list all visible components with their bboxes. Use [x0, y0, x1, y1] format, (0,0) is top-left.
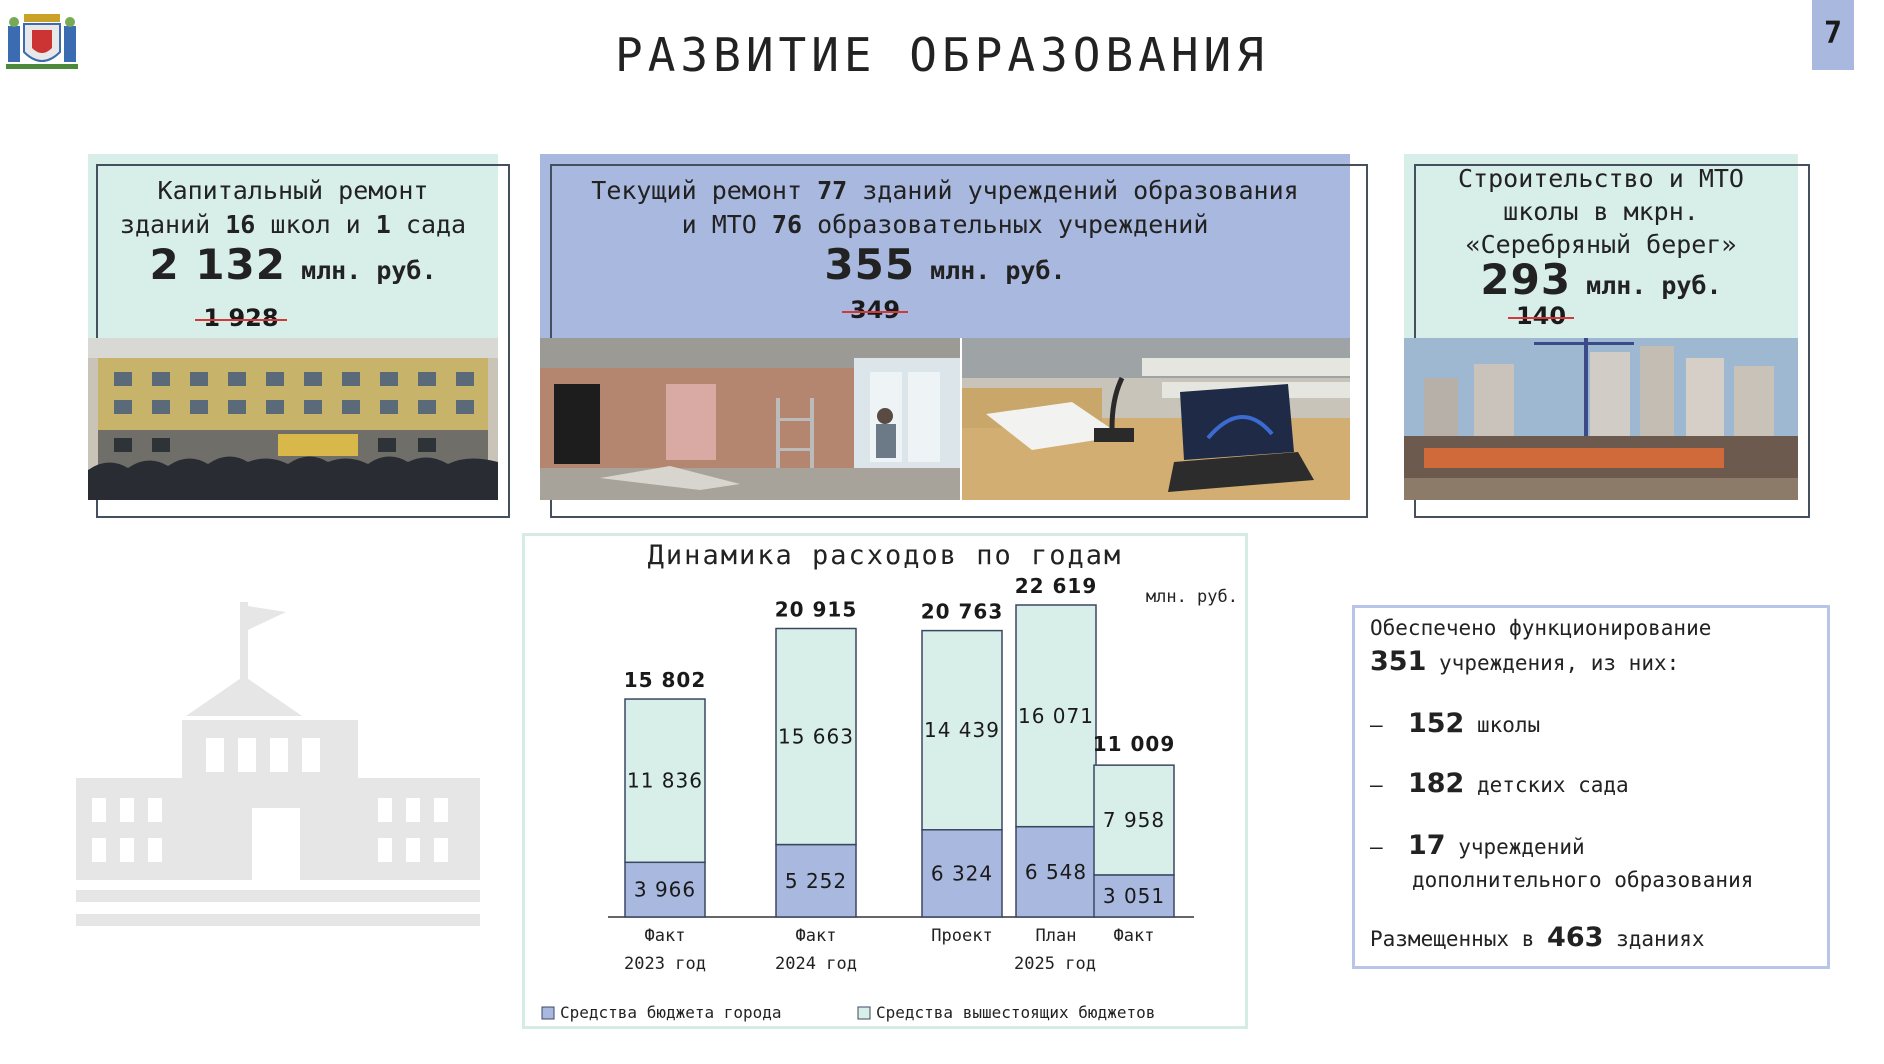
- chart-title: Динамика расходов по годам: [647, 540, 1123, 571]
- page-number: 7: [1812, 0, 1854, 70]
- data-label-higher: 7 958: [1102, 808, 1166, 833]
- data-label-total: 20 915: [774, 597, 858, 622]
- x-group-label: 2023 год: [624, 954, 706, 974]
- school-building-photo: [88, 338, 498, 500]
- legend-label-city: Средства бюджета города: [560, 1003, 782, 1022]
- card-line: школы в мкрн.: [1503, 197, 1699, 226]
- data-label-total: 22 619: [1014, 574, 1098, 598]
- info-line: дополнительного образования: [1412, 868, 1754, 892]
- data-label-city: 6 324: [930, 861, 994, 886]
- data-label-higher: 16 071: [1018, 703, 1094, 728]
- data-label-total: 11 009: [1092, 732, 1176, 757]
- data-label-total: 20 763: [920, 599, 1004, 624]
- card-unit: млн. руб.: [301, 256, 437, 285]
- x-tick-label: Факт: [1113, 926, 1155, 946]
- data-label-total: 15 802: [623, 668, 707, 693]
- classroom-laptop-photo: [962, 338, 1350, 500]
- legend-label-higher: Средства вышестоящих бюджетов: [876, 1003, 1156, 1022]
- card-unit: млн. руб.: [1586, 271, 1722, 300]
- x-group-label: 2024 год: [775, 954, 857, 974]
- card-capital-repair-text: [88, 174, 498, 288]
- chart-unit-label: млн. руб.: [1145, 587, 1238, 607]
- card-unit: млн. руб.: [930, 256, 1066, 285]
- card-old-value: 349: [849, 296, 901, 324]
- data-label-higher: 11 836: [627, 768, 703, 793]
- data-label-higher: 15 663: [778, 724, 854, 749]
- data-label-city: 3 966: [633, 877, 697, 902]
- construction-site-photo: [1404, 338, 1798, 500]
- card-line: Текущий ремонт 77 зданий учреждений образования: [591, 176, 1299, 205]
- card-current-repair-text: [540, 174, 1350, 288]
- expenses-chart: [522, 533, 1248, 1029]
- data-label-city: 6 548: [1024, 859, 1088, 884]
- classroom-repair-photo: [540, 338, 960, 500]
- info-line: Размещенных в 463 зданиях: [1370, 922, 1705, 953]
- info-line: – 182 детских сада: [1370, 768, 1629, 799]
- card-line: Капитальный ремонт: [157, 176, 429, 205]
- info-line: – 152 школы: [1370, 708, 1541, 739]
- page-title: РАЗВИТИЕ ОБРАЗОВАНИЯ: [615, 28, 1269, 82]
- info-line: 351 учреждения, из них:: [1370, 646, 1680, 677]
- x-tick-label: План: [1035, 926, 1077, 946]
- card-value: 2 132: [149, 240, 286, 289]
- city-hall-watermark-icon: [76, 602, 480, 938]
- card-construction-text: [1404, 162, 1798, 302]
- info-line: – 17 учреждений: [1370, 830, 1585, 861]
- card-line: зданий 16 школ и 1 сада: [119, 210, 467, 239]
- x-group-label: 2025 год: [1014, 954, 1096, 974]
- info-line: Обеспечено функционирование: [1370, 616, 1712, 640]
- card-line: Строительство и МТО: [1458, 164, 1744, 193]
- card-value: 355: [824, 240, 916, 289]
- data-label-city: 3 051: [1102, 883, 1166, 908]
- legend-swatch-city: [542, 1007, 554, 1019]
- x-tick-label: Факт: [795, 926, 837, 946]
- data-label-city: 5 252: [784, 868, 848, 893]
- card-old-value: 140: [1515, 302, 1567, 330]
- card-value: 293: [1480, 255, 1572, 304]
- legend-swatch-higher: [858, 1007, 870, 1019]
- card-line: и МТО 76 образовательных учреждений: [681, 210, 1209, 239]
- x-tick-label: Факт: [644, 926, 686, 946]
- card-line: «Серебряный берег»: [1465, 230, 1737, 259]
- data-label-higher: 14 439: [924, 718, 1000, 743]
- x-tick-label: Проект: [931, 926, 993, 946]
- card-old-value: 1 928: [203, 304, 279, 332]
